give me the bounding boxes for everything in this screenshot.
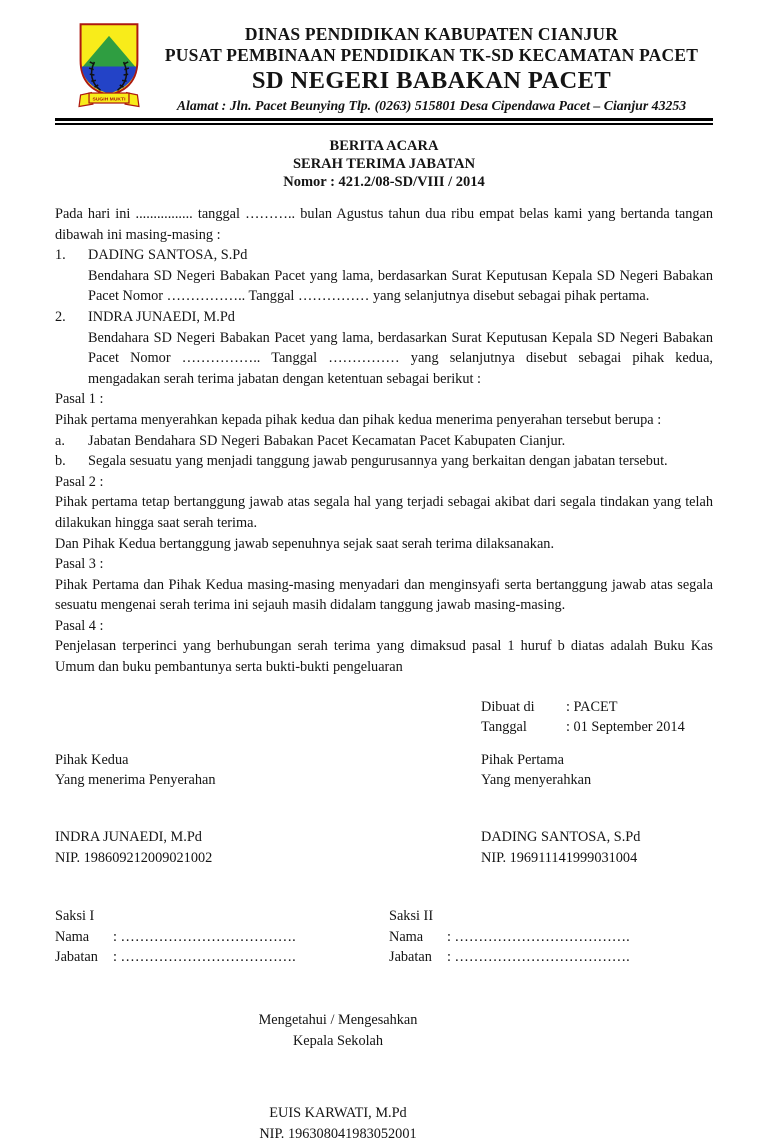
- pasal-2-label: Pasal 2 :: [55, 473, 104, 490]
- school-name: SD NEGERI BABAKAN PACET: [251, 67, 612, 94]
- witnesses-row: [55, 906, 713, 968]
- party-1-description: Bendahara SD Negeri Babakan Pacet yang lama, berdasarkan Surat Keputusan Kepala SD Negeri Babakan Pacet Nomor …………….. Tanggal …………… yang selanjutnya disebut sebagai pihak pertama.: [88, 267, 713, 305]
- principal-identity-block: [55, 1103, 621, 1144]
- point-b: [55, 451, 713, 472]
- point-a-text: Jabatan Bendahara SD Negeri Babakan Pacet Kecamatan Pacet Kabupaten Cianjur.: [88, 432, 566, 449]
- document-title-line1: BERITA ACARA: [329, 138, 439, 154]
- letterhead: [55, 22, 713, 115]
- second-party-name: INDRA JUNAEDI, M.Pd: [55, 829, 202, 846]
- party-2-name: INDRA JUNAEDI, M.Pd: [88, 308, 235, 325]
- party-item-2: [55, 307, 713, 389]
- party-item-1: [55, 245, 713, 307]
- office-name: PUSAT PEMBINAAN PENDIDIKAN TK-SD KECAMATAN PACET: [164, 45, 699, 65]
- approval-block: [55, 1010, 621, 1051]
- point-b-letter: b.: [55, 453, 66, 470]
- pasal-3-label: Pasal 3 :: [55, 556, 104, 573]
- letterhead-divider: [55, 118, 713, 125]
- witness-1-block: [55, 906, 389, 968]
- pasal-1-text: Pihak pertama menyerahkan kepada pihak kedua dan pihak kedua menerima penyerahan tersebut berupa :: [55, 411, 662, 428]
- water-shape: [82, 67, 137, 94]
- witness-2-jabatan-label: Jabatan: [389, 949, 432, 966]
- pasal-4-label: Pasal 4 :: [55, 617, 104, 634]
- witness-1-name-label: Nama: [55, 928, 90, 945]
- made-at-value: : PACET: [566, 698, 618, 715]
- witness-2-name-row: [389, 927, 713, 948]
- party-1-number: 1.: [55, 247, 66, 264]
- point-b-text: Segala sesuatu yang menjadi tanggung jawab pengurusannya yang berkaitan dengan jabatan tersebut.: [88, 453, 668, 470]
- witness-2-name-label: Nama: [389, 928, 424, 945]
- document-title-line2: SERAH TERIMA JABATAN: [292, 156, 476, 172]
- first-party-role-block: [481, 750, 713, 791]
- second-party-identity: [55, 827, 481, 868]
- letterhead-text: [150, 22, 713, 115]
- pasal-1-label: Pasal 1 :: [55, 391, 104, 408]
- cianjur-regency-seal-logo: [55, 22, 150, 108]
- date-label: Tanggal: [481, 719, 527, 736]
- point-a: [55, 431, 713, 452]
- point-a-letter: a.: [55, 432, 65, 449]
- witness-2-block: [389, 906, 713, 968]
- date-row: [481, 717, 713, 738]
- second-party-action: Yang menerima Penyerahan: [55, 772, 216, 789]
- witness-1-title-row: [55, 947, 389, 968]
- second-party-nip: NIP. 198609212009021002: [55, 849, 213, 866]
- pasal-2-text-2: Dan Pihak Kedua bertanggung jawab sepenuhnya sejak saat serah terima dilaksanakan.: [55, 535, 555, 552]
- agency-name: DINAS PENDIDIKAN KABUPATEN CIANJUR: [244, 24, 619, 44]
- witness-1-title: Saksi I: [55, 908, 95, 925]
- closing-section: [55, 697, 713, 1144]
- second-party-role: Pihak Kedua: [55, 751, 129, 768]
- principal-name: EUIS KARWATI, M.Pd: [269, 1105, 407, 1122]
- place-date-block: [481, 697, 713, 738]
- witness-1-jabatan-label: Jabatan: [55, 949, 98, 966]
- document-title-block: [55, 138, 713, 191]
- party-1-content: [88, 245, 713, 307]
- party-2-description: Bendahara SD Negeri Babakan Pacet yang lama, berdasarkan Surat Keputusan Kepala SD Negeri Babakan Pacet Nomor …………….. Tanggal …………… yang selanjutnya disebut sebagai pihak kedua, mengadakan serah terima jabatan dengan ketentuan sebagai berikut :: [88, 329, 713, 387]
- pasal-3-text: Pihak Pertama dan Pihak Kedua masing-masing menyadari dan menginsyafi serta bertanggung jawab atas segala sesuatu mengenai serah terima ini sejauh masih didalam tanggung jawab masing-masing.: [55, 576, 713, 614]
- principal-nip: NIP. 196308041983052001: [259, 1125, 417, 1142]
- witness-1-jabatan-value: : ……………………………….: [113, 949, 296, 966]
- regency-seal-icon: [69, 22, 149, 108]
- approval-line-2: Kepala Sekolah: [292, 1032, 384, 1049]
- first-party-nip: NIP. 196911141999031004: [481, 849, 638, 866]
- witness-2-jabatan-value: : ……………………………….: [447, 949, 630, 966]
- witness-2-title: Saksi II: [389, 908, 434, 925]
- school-address: Alamat : Jln. Pacet Beunying Tlp. (0263) 515801 Desa Cipendawa Pacet – Cianjur 43253: [176, 98, 687, 113]
- motto-ribbon: [79, 93, 139, 107]
- witness-2-title-row: [389, 947, 713, 968]
- date-value: : 01 September 2014: [566, 719, 685, 736]
- first-party-name: DADING SANTOSA, S.Pd: [481, 829, 641, 846]
- first-party-role: Pihak Pertama: [481, 751, 564, 768]
- approval-line-1: Mengetahui / Mengesahkan: [258, 1012, 418, 1028]
- party-1-name: DADING SANTOSA, S.Pd: [88, 247, 248, 264]
- signature-names-row: [55, 827, 713, 868]
- motto-text: SUGIH MUKTI: [92, 96, 126, 103]
- made-at-label: Dibuat di: [481, 698, 535, 715]
- first-party-action: Yang menyerahkan: [481, 772, 592, 789]
- party-2-number: 2.: [55, 308, 66, 325]
- pasal-2-text-1: Pihak pertama tetap bertanggung jawab atas segala hal yang terjadi sebagai akibat dari segala tindakan yang telah dilakukan hingga saat serah terima.: [55, 494, 713, 531]
- pasal-4-text: Penjelasan terperinci yang berhubungan serah terima yang dimaksud pasal 1 huruf b diatas adalah Buku Kas Umum dan buku pembantunya serta bukti-bukti pengeluaran: [55, 638, 713, 676]
- second-party-role-block: [55, 750, 481, 791]
- document-body: [55, 204, 713, 678]
- made-at-row: [481, 697, 713, 718]
- document-number: Nomor : 421.2/08-SD/VIII / 2014: [283, 174, 485, 190]
- signature-roles-row: [55, 750, 713, 791]
- witness-1-name-row: [55, 927, 389, 948]
- witness-2-name-value: : ……………………………….: [447, 928, 630, 945]
- witness-1-name-value: : ……………………………….: [113, 928, 296, 945]
- opening-paragraph: Pada hari ini ................ tanggal ……….. bulan Agustus tahun dua ribu empat belas kami yang bertanda tangan dibawah ini masing-masing :: [55, 206, 713, 243]
- first-party-identity: [481, 827, 713, 868]
- party-2-content: [88, 307, 713, 389]
